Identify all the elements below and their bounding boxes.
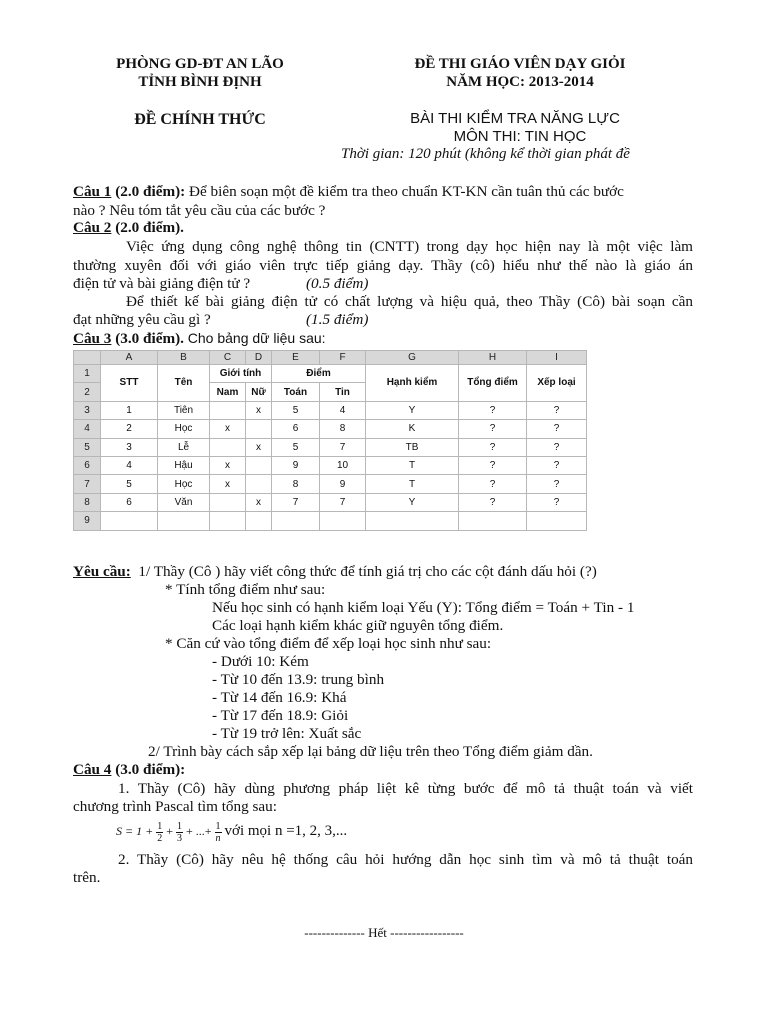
table-cell[interactable]: 4 [320, 401, 366, 419]
row-number[interactable]: 7 [74, 475, 101, 493]
question-4-label: Câu 4 [73, 761, 112, 778]
question-3-heading [73, 329, 326, 348]
column-letter[interactable]: I [527, 351, 587, 365]
table-cell[interactable] [246, 420, 272, 438]
column-letter[interactable]: A [101, 351, 158, 365]
exam-title: ĐỀ THI GIÁO VIÊN DẠY GIỎI [414, 56, 626, 72]
question-3-intro: Cho bảng dữ liệu sau: [187, 330, 326, 346]
question-4-p1-line1: 1. Thầy (Cô) hãy dùng phương pháp liệt kê từng bước để mô tả thuật toán và viết [118, 780, 693, 797]
row-number[interactable]: 1 [74, 365, 101, 383]
table-cell[interactable] [366, 512, 459, 530]
table-cell[interactable] [527, 512, 587, 530]
fraction: $\frac{1}{3}$ [176, 820, 182, 844]
header-math: Toán [272, 383, 320, 401]
table-row [74, 365, 587, 383]
table-cell[interactable]: 4 [101, 456, 158, 474]
table-cell[interactable]: 6 [101, 493, 158, 511]
table-cell[interactable]: Y [366, 401, 459, 419]
table-cell[interactable]: ? [459, 475, 527, 493]
question-2-points: (2.0 điểm). [115, 219, 184, 236]
column-letter[interactable]: G [366, 351, 459, 365]
table-cell[interactable] [158, 512, 210, 530]
question-2-p1-points: (0.5 điểm) [306, 275, 369, 292]
table-cell[interactable]: ? [459, 493, 527, 511]
question-4-p2-line1: 2. Thầy (Cô) hãy nêu hệ thống câu hỏi hướng dẫn học sinh tìm và mô tả thuật toán [118, 851, 693, 868]
table-cell[interactable] [459, 512, 527, 530]
table-cell[interactable]: 5 [272, 401, 320, 419]
header-male: Nam [210, 383, 246, 401]
table-cell[interactable]: T [366, 475, 459, 493]
table-cell[interactable]: x [210, 456, 246, 474]
table-cell[interactable]: Văn [158, 493, 210, 511]
table-cell[interactable]: Hậu [158, 456, 210, 474]
row-number[interactable]: 2 [74, 383, 101, 401]
question-2-p2-points: (1.5 điểm) [306, 311, 369, 328]
table-row [74, 493, 587, 511]
province-name: TỈNH BÌNH ĐỊNH [138, 74, 262, 90]
header-score: Điểm [272, 365, 366, 383]
table-cell[interactable]: x [246, 438, 272, 456]
header-female: Nữ [246, 383, 272, 401]
school-year: NĂM HỌC: 2013-2014 [446, 74, 594, 90]
question-1 [73, 183, 693, 201]
question-1-label: Câu 1 [73, 183, 112, 200]
time-line: Thời gian: 120 phút (không kể thời gian phát đề [341, 146, 630, 162]
formula-plus: + ...+ [185, 824, 212, 838]
table-cell[interactable]: 7 [272, 493, 320, 511]
formula-condition: với mọi n =1, 2, 3,... [224, 823, 348, 839]
fraction: $\frac{1}{n}$ [215, 820, 221, 844]
table-cell[interactable]: ? [527, 401, 587, 419]
row-number[interactable]: 5 [74, 438, 101, 456]
table-cell[interactable]: ? [459, 401, 527, 419]
question-2-p1-line3 [73, 275, 250, 293]
table-cell[interactable]: 5 [101, 475, 158, 493]
table-cell[interactable]: x [210, 475, 246, 493]
column-header-row [74, 351, 587, 365]
table-cell[interactable] [320, 512, 366, 530]
table-cell[interactable]: K [366, 420, 459, 438]
column-letter[interactable]: B [158, 351, 210, 365]
column-letter[interactable]: F [320, 351, 366, 365]
question-4-p1-line2: chương trình Pascal tìm tổng sau: [73, 798, 277, 815]
grade-item: - Từ 10 đến 13.9: trung bình [212, 671, 385, 688]
table-cell[interactable]: 2 [101, 420, 158, 438]
bullet-rank: * Căn cứ vào tổng điểm để xếp loại học sinh như sau: [165, 635, 492, 652]
question-2-p1-line1: Việc ứng dụng công nghệ thông tin (CNTT) trong dạy học hiện nay là một việc làm [126, 238, 693, 255]
grade-item: - Từ 17 đến 18.9: Giỏi [212, 707, 349, 724]
column-letter[interactable]: C [210, 351, 246, 365]
table-row-empty [74, 512, 587, 530]
rule-other-conduct: Các loại hạnh kiểm khác giữ nguyên tổng điểm. [212, 617, 504, 634]
table-cell[interactable]: Học [158, 475, 210, 493]
formula-start: S = 1 + [116, 824, 154, 838]
table-cell[interactable]: Học [158, 420, 210, 438]
table-row [74, 420, 587, 438]
column-letter-selected[interactable]: D [246, 351, 272, 365]
table-cell[interactable]: Tiên [158, 401, 210, 419]
department-name: PHÒNG GD-ĐT AN LÃO [116, 56, 284, 72]
table-row [74, 475, 587, 493]
table-cell[interactable]: 8 [320, 420, 366, 438]
table-cell[interactable] [246, 456, 272, 474]
table-cell[interactable] [210, 401, 246, 419]
table-cell[interactable]: ? [527, 475, 587, 493]
requirement-2: 2/ Trình bày cách sắp xếp lại bảng dữ liệu trên theo Tổng điểm giảm dần. [148, 743, 593, 760]
question-1-text: Để biên soạn một đề kiểm tra theo chuẩn KT-KN cần tuân thủ các bước [189, 183, 624, 200]
table-cell[interactable]: 1 [101, 401, 158, 419]
table-cell[interactable]: ? [459, 420, 527, 438]
grade-item: - Dưới 10: Kém [212, 653, 309, 670]
table-cell[interactable]: 3 [101, 438, 158, 456]
table-cell[interactable]: ? [527, 438, 587, 456]
requirement-1 [73, 563, 597, 581]
row-number[interactable]: 3 [74, 401, 101, 419]
question-2-p2-line2: đạt những yêu cầu gì ? [73, 311, 211, 328]
question-4-heading [73, 761, 185, 779]
question-4-p2-line2: trên. [73, 869, 101, 886]
question-4-points: (3.0 điểm): [115, 761, 186, 778]
test-title: BÀI THI KIỂM TRA NĂNG LỰC [410, 110, 620, 127]
header-it: Tin [320, 383, 366, 401]
table-cell[interactable]: 7 [320, 493, 366, 511]
table-cell[interactable]: ? [527, 456, 587, 474]
question-1-text-2: nào ? Nêu tóm tắt yêu cầu của các bước ? [73, 202, 326, 219]
header-rank: Xếp loại [527, 365, 587, 402]
column-letter[interactable]: H [459, 351, 527, 365]
table-cell[interactable]: x [210, 420, 246, 438]
header-conduct: Hạnh kiểm [366, 365, 459, 402]
end-marker: -------------- Hết ----------------- [304, 925, 464, 940]
header-name: Tên [158, 365, 210, 402]
table-cell[interactable]: ? [527, 493, 587, 511]
header-gender: Giới tính [210, 365, 272, 383]
header-stt: STT [101, 365, 158, 402]
table-cell[interactable]: 9 [272, 456, 320, 474]
table-cell[interactable]: 9 [320, 475, 366, 493]
table-cell[interactable]: x [246, 401, 272, 419]
question-3-points: (3.0 điểm). [115, 330, 184, 347]
table-row [74, 401, 587, 419]
question-2-p2-line1: Để thiết kế bài giảng điện tử có chất lượng và hiệu quả, theo Thầy (Cô) bài soạn cần [126, 293, 693, 310]
table-cell[interactable]: ? [459, 456, 527, 474]
question-1-points: (2.0 điểm): [115, 183, 186, 200]
corner-cell [74, 351, 101, 365]
grade-item: - Từ 19 trở lên: Xuất sắc [212, 725, 362, 742]
table-cell[interactable]: ? [459, 438, 527, 456]
table-cell[interactable]: 6 [272, 420, 320, 438]
table-cell[interactable]: 10 [320, 456, 366, 474]
question-2-heading [73, 219, 184, 237]
row-number[interactable]: 8 [74, 493, 101, 511]
official-label: ĐỀ CHÍNH THỨC [134, 111, 266, 128]
table-cell[interactable]: Lễ [158, 438, 210, 456]
requirement-label: Yêu cầu: [73, 563, 131, 580]
header-total: Tổng điểm [459, 365, 527, 402]
table-cell[interactable] [246, 475, 272, 493]
table-cell[interactable]: ? [527, 420, 587, 438]
requirement-1-text: 1/ Thầy (Cô ) hãy viết công thức để tính giá trị cho các cột đánh dấu hỏi (?) [138, 563, 597, 580]
question-3-label: Câu 3 [73, 330, 112, 347]
bullet-total: * Tính tổng điểm như sau: [165, 581, 326, 598]
grade-item: - Từ 14 đến 16.9: Khá [212, 689, 347, 706]
table-cell[interactable] [210, 493, 246, 511]
question-2-label: Câu 2 [73, 219, 112, 236]
rule-weak-conduct: Nếu học sinh có hạnh kiểm loại Yếu (Y): Tổng điểm = Toán + Tin - 1 [212, 599, 635, 616]
table-cell[interactable] [210, 512, 246, 530]
question-2-p1-text: điện tử và bài giảng điện tử ? [73, 275, 251, 292]
table-cell[interactable] [210, 438, 246, 456]
row-number[interactable]: 4 [74, 420, 101, 438]
table-row [74, 438, 587, 456]
table-cell[interactable]: 5 [272, 438, 320, 456]
table-cell[interactable] [272, 512, 320, 530]
table-row [74, 456, 587, 474]
table-body [74, 401, 587, 511]
table-cell[interactable] [246, 512, 272, 530]
table-cell[interactable]: T [366, 456, 459, 474]
formula-plus: + [166, 824, 173, 838]
row-number[interactable]: 9 [74, 512, 101, 530]
table-cell[interactable]: 8 [272, 475, 320, 493]
row-number[interactable]: 6 [74, 456, 101, 474]
table-cell[interactable]: TB [366, 438, 459, 456]
table-cell[interactable] [101, 512, 158, 530]
fraction: $\frac{1}{2}$ [157, 820, 163, 844]
column-letter[interactable]: E [272, 351, 320, 365]
question-2-p1-line2: thường xuyên đối với giáo viên trực tiếp giảng dạy. Thầy (cô) hiểu như thế nào là giáo án [73, 257, 693, 274]
table-cell[interactable]: 7 [320, 438, 366, 456]
table-cell[interactable]: Y [366, 493, 459, 511]
table-cell[interactable]: x [246, 493, 272, 511]
subject-line: MÔN THI: TIN HỌC [453, 128, 587, 145]
data-spreadsheet [73, 350, 587, 531]
sum-formula [116, 816, 347, 850]
